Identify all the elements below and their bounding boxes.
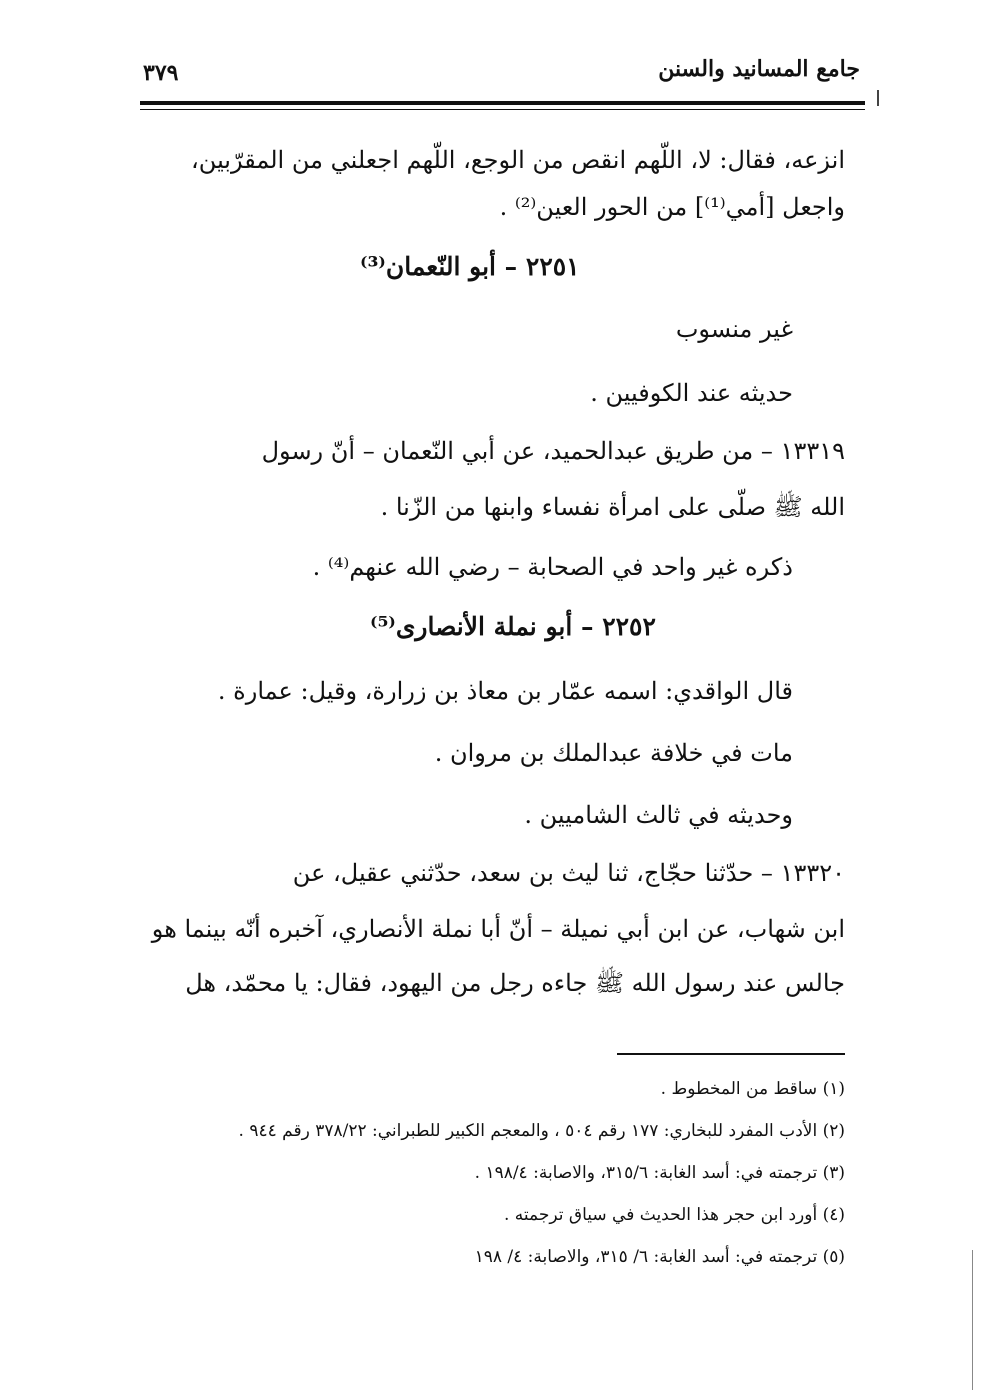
- body-line-6: الله ﷺ صلّى على امرأة نفساء وابنها من الزّنا .: [380, 493, 845, 521]
- page-number: ٣٧٩: [143, 60, 179, 86]
- body-line-13: جالس عند رسول الله ﷺ جاءه رجل من اليهود، فقال: يا محمّد، هل: [185, 969, 845, 997]
- body-line-11: ١٣٣٢٠ – حدّثنا حجّاج، ثنا ليث بن سعد، حدّثني عقيل، عن: [292, 859, 845, 887]
- body-line-8: قال الواقدي: اسمه عمّار بن معاذ بن زرارة، وقيل: عمارة .: [217, 677, 793, 705]
- body-line-2: واجعل [أمي⁽¹⁾] من الحور العين⁽²⁾ .: [499, 193, 845, 221]
- footnote-separator: [617, 1053, 845, 1055]
- header-rule-thick: [140, 101, 865, 105]
- footnote-5: (٥) ترجمته في: أسد الغابة: ٦/ ٣١٥، والاصابة: ٤/ ١٩٨: [474, 1247, 845, 1267]
- entry-heading-2251: ٢٢٥١ – أبو النّعمان⁽³⁾: [360, 252, 580, 281]
- scan-edge-mark: [877, 90, 879, 106]
- body-line-9: مات في خلافة عبدالملك بن مروان .: [434, 739, 793, 767]
- running-header-title: جامع المسانيد والسنن: [658, 56, 860, 82]
- body-line-12: ابن شهاب، عن ابن أبي نميلة – أنّ أبا نملة الأنصاري، آخبره أنّه بينما هو: [151, 915, 845, 943]
- footnote-2: (٢) الأدب المفرد للبخاري: ١٧٧ رقم ٥٠٤ ، والمعجم الكبير للطبراني: ٣٧٨/٢٢ رقم ٩٤٤ .: [238, 1121, 845, 1141]
- footnote-3: (٣) ترجمته في: أسد الغابة: ٣١٥/٦، والاصابة: ١٩٨/٤ .: [474, 1163, 845, 1183]
- entry-heading-2252: ٢٢٥٢ – أبو نملة الأنصارى⁽⁵⁾: [370, 612, 656, 641]
- body-line-10: وحديثه في ثالث الشاميين .: [524, 801, 793, 829]
- scan-edge-line: [972, 1250, 973, 1390]
- footnote-1: (١) ساقط من المخطوط .: [660, 1079, 845, 1099]
- body-line-4: حديثه عند الكوفيين .: [590, 379, 793, 407]
- body-line-1: انزعه، فقال: لا، اللّهم انقص من الوجع، اللّهم اجعلني من المقرّبين،: [191, 146, 845, 174]
- body-line-5: ١٣٣١٩ – من طريق عبدالحميد، عن أبي النّعمان – أنّ رسول: [261, 437, 845, 465]
- footnote-4: (٤) أورد ابن حجر هذا الحديث في سياق ترجمته .: [504, 1205, 845, 1225]
- body-line-7: ذكره غير واحد في الصحابة – رضي الله عنهم⁽⁴⁾ .: [312, 553, 793, 581]
- header-rule-thin: [140, 109, 865, 110]
- body-line-3: غير منسوب: [675, 315, 793, 343]
